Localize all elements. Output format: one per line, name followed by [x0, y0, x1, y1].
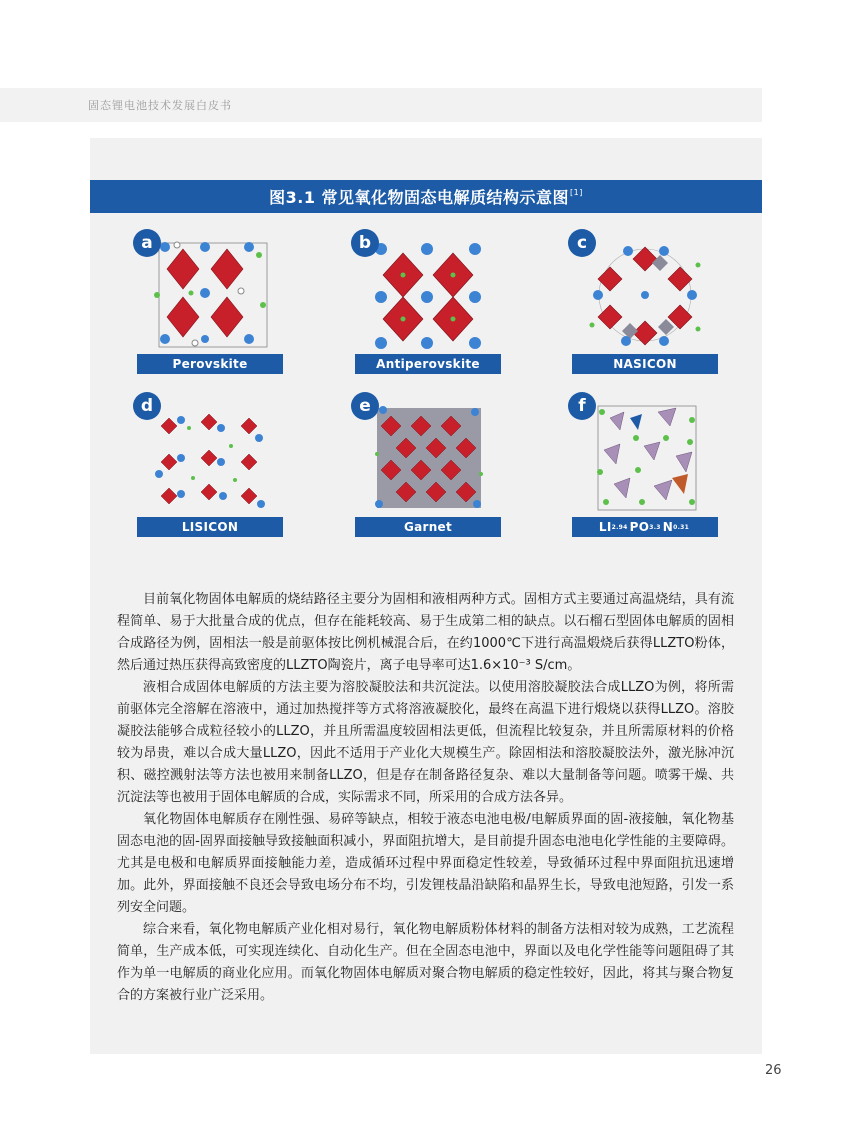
panel-letter-c: c [568, 229, 596, 257]
garnet-structure-image [363, 398, 493, 516]
figure-title [90, 180, 762, 213]
panel-label-f [572, 517, 718, 537]
panel-letter-e: e [351, 392, 379, 420]
panel-letter-f: f [568, 392, 596, 420]
structure-panel-f [580, 398, 710, 548]
paragraph: 综合来看，氧化物电解质产业化相对易行，氧化物电解质粉体材料的制备方法相对较为成熟，工艺流程简单，生产成本低，可实现连续化、自动化生产。但在全固态电池中，界面以及电化学性能等问题阻碍了其作为单一电解质的商业化应用。而氧化物固体电解质对聚合物电解质的稳定性较好，因此，将其与聚合物复合的方案被行业广泛采用。 [117, 922, 734, 1003]
paragraph: 目前氧化物固体电解质的烧结路径主要分为固相和液相两种方式。固相方式主要通过高温烧结，具有流程简单、易于大批量合成的优点，但存在能耗较高、易于生成第二相的缺点。以石榴石型固体电解质的固相合成路径为例，固相法一般是前驱体按比例机械混合后，在约1000℃下进行高温煅烧后获得LLZTO粉体，然后通过热压获得高致密度的LLZTO陶瓷片，离子电导率可达1.6×10⁻³ S/cm。 [117, 592, 734, 673]
figure-reference: [1] [570, 188, 583, 197]
figure-title-text: 图3.1 常见氧化物固态电解质结构示意图 [269, 188, 570, 207]
structure-panel-a [141, 233, 275, 385]
panel-letter-b: b [351, 229, 379, 257]
panel-label-b: Antiperovskite [355, 354, 501, 374]
panel-letter-a: a [133, 229, 161, 257]
antiperovskite-structure-image [363, 235, 493, 353]
label-f-part: N [662, 520, 674, 534]
perovskite-structure-image [145, 235, 275, 353]
lisicon-structure-image [145, 398, 275, 516]
running-header: 固态锂电池技术发展白皮书 [88, 99, 232, 112]
structure-panel-e [359, 396, 493, 548]
label-f-sub: 2.94 [611, 523, 628, 531]
panel-label-d: LISICON [137, 517, 283, 537]
structure-panel-b [358, 233, 493, 385]
paragraph: 液相合成固体电解质的方法主要为溶胶凝胶法和共沉淀法。以使用溶胶凝胶法合成LLZO为例，将所需前驱体完全溶解在溶液中，通过加热搅拌等方式将溶液凝胶化，最终在高温下进行煅烧以获得LLZO。溶胶凝胶法能够合成粒径较小的LLZO，并且所需温度较固相法更低，但流程比较复杂，并且所需原材料的价格较为昂贵，难以合成大量LLZO，因此不适用于产业化大规模生产。除固相法和溶胶凝胶法外，激光脉冲沉积、磁控溅射法等方法也被用来制备LLZO，但是存在制备路径复杂、难以大量制备等问题。喷雾干燥、共沉淀法等也被用于固体电解质的合成，实际需求不同，所采用的合成方法各异。 [117, 680, 734, 805]
label-f-part: LI [598, 520, 612, 534]
panel-letter-d: d [133, 392, 161, 420]
structure-panel-c [576, 233, 710, 385]
page-number: 26 [765, 1063, 782, 1078]
label-f-part: PO [629, 520, 650, 534]
panel-label-e: Garnet [355, 517, 501, 537]
lipon-structure-image [580, 398, 710, 516]
nasicon-structure-image [580, 235, 710, 353]
body-text [117, 589, 734, 1007]
label-f-sub: 0.31 [673, 523, 690, 531]
structure-panel-d [140, 396, 275, 548]
panel-label-a: Perovskite [137, 354, 283, 374]
paragraph: 氧化物固体电解质存在刚性强、易碎等缺点，相较于液态电池电极/电解质界面的固-液接触，氧化物基固态电池的固-固界面接触导致接触面积减小，界面阻抗增大，是目前提升固态电池电化学性能的主要障碍。尤其是电极和电解质界面接触能力差，造成循环过程中界面稳定性较差，导致循环过程中界面阻抗迅速增加。此外，界面接触不良还会导致电场分布不均，引发锂枝晶沿缺陷和晶界生长，导致电池短路，引发一系列安全问题。 [117, 812, 734, 915]
label-f-sub: 3.3 [649, 523, 661, 531]
panel-label-c: NASICON [572, 354, 718, 374]
